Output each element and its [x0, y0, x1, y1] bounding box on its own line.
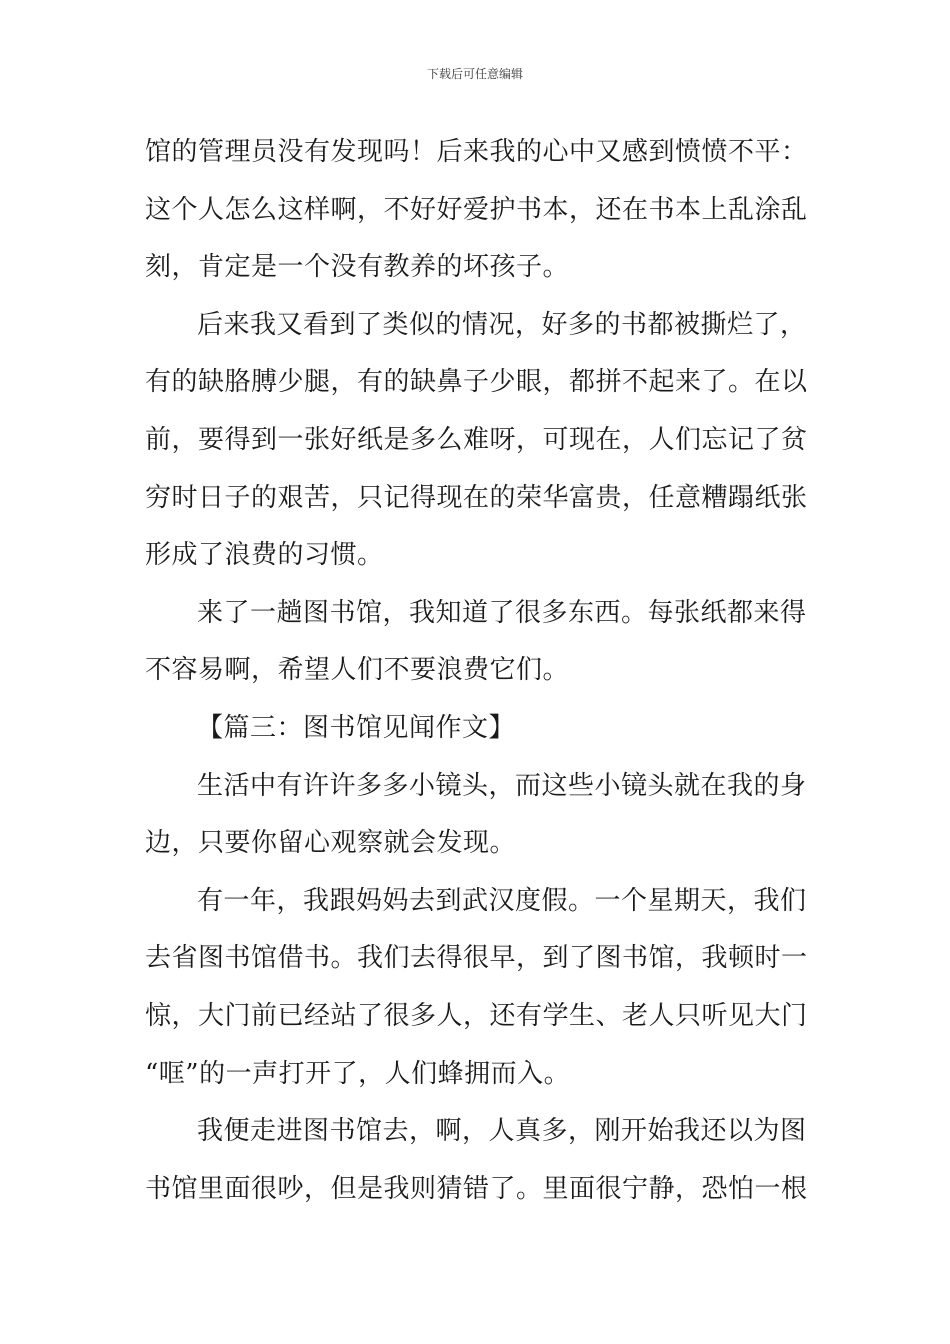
text-line: “哐”的一声打开了，人们蜂拥而入。	[145, 1058, 571, 1089]
paragraph-start-line: 后来我又看到了类似的情况，好多的书都被撕烂了，	[197, 309, 807, 340]
text-line: 有的缺胳膊少腿，有的缺鼻子少眼，都拼不起来了。在以	[145, 367, 808, 398]
text-line: 书馆里面很吵，但是我则猜错了。里面很宁静，恐怕一根	[145, 1173, 808, 1204]
paragraph-start-line: 来了一趟图书馆，我知道了很多东西。每张纸都来得	[197, 597, 807, 628]
text-line: 这个人怎么这样啊，不好好爱护书本，还在书本上乱涂乱	[145, 194, 808, 225]
text-line: 不容易啊，希望人们不要浪费它们。	[145, 655, 570, 686]
text-line: 刻，肯定是一个没有教养的坏孩子。	[145, 252, 570, 283]
page-header: 下载后可任意编辑	[426, 67, 523, 81]
paragraph-start-line: 生活中有许许多多小镜头，而这些小镜头就在我的身	[197, 770, 807, 801]
paragraph-start-line: 我便走进图书馆去，啊，人真多，刚开始我还以为图	[197, 1116, 807, 1147]
text-line: 馆的管理员没有发现吗！后来我的心中又感到愤愤不平：	[145, 137, 808, 167]
text-line: 形成了浪费的习惯。	[145, 540, 384, 571]
text-line: 前，要得到一张好纸是多么难呀，可现在，人们忘记了贫	[145, 424, 808, 455]
section-heading: 【篇三：图书馆见闻作文】	[197, 712, 516, 743]
text-line: 边，只要你留心观察就会发现。	[145, 828, 517, 859]
text-line: 去省图书馆借书。我们去得很早，到了图书馆，我顿时一	[145, 943, 808, 974]
text-line: 穷时日子的艰苦，只记得现在的荣华富贵，任意糟蹋纸张	[145, 482, 808, 513]
paragraph-start-line: 有一年，我跟妈妈去到武汉度假。一个星期天，我们	[197, 885, 807, 916]
text-line: 惊，大门前已经站了很多人，还有学生、老人只听见大门	[145, 1000, 808, 1031]
document-body	[145, 124, 810, 1218]
